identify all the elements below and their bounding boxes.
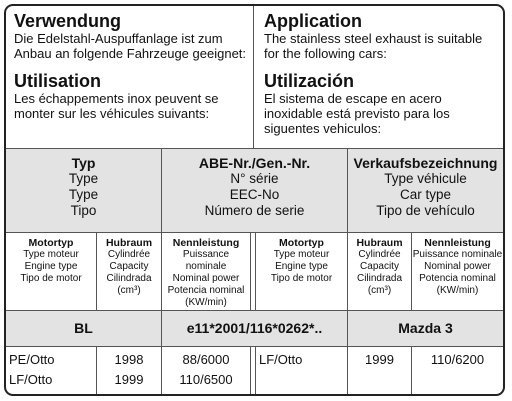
header-vk-en: Car type: [399, 187, 452, 202]
sub-nenn-en: Nominal power: [172, 273, 240, 284]
header-vk-es: Tipo de vehículo: [376, 203, 475, 218]
sub-motortyp-es: Tipo de motor: [20, 273, 82, 284]
intro-english: [264, 12, 482, 61]
sub-motortyp-fr: Type moteur: [273, 249, 330, 260]
left-row-2-ccm: 1999: [114, 372, 144, 387]
header-typ-fr: Type: [68, 171, 99, 186]
header-abe-title: ABE-Nr./Gen.-Nr.: [198, 155, 311, 171]
sub-hubraum-fr: Cylindrée: [358, 249, 401, 260]
sub-nenn-es: Potencia nominal: [167, 285, 245, 296]
sub-nenn-unit: (KW/min): [185, 297, 227, 308]
sub-hubraum-title: Hubraum: [105, 237, 153, 249]
sub-hubraum-unit: (cm³): [117, 285, 141, 296]
header-vk-title: Verkaufsbezeichnung: [353, 155, 498, 171]
intro-fr-text2: monter sur les véhicules suivants:: [14, 106, 210, 121]
sub-nenn-title: Nennleistung: [424, 237, 491, 249]
sub-hubraum-en: Capacity: [109, 261, 149, 272]
header-typ-title: Typ: [71, 155, 96, 171]
sub-hubraum-unit: (cm³): [367, 285, 392, 296]
sub-hubraum-title: Hubraum: [356, 237, 403, 249]
vehicle-name: Mazda 3: [398, 320, 453, 336]
left-row-2-power: 110/6500: [179, 372, 233, 387]
header-top-line: [6, 148, 503, 149]
header-abe-fr: N° série: [230, 171, 279, 186]
intro-french: [14, 72, 219, 121]
left-row-1-power: 88/6000: [182, 352, 230, 367]
intro-en-text2: for the following cars:: [264, 46, 387, 61]
header-vk-fr: Type véhicule: [384, 171, 467, 186]
sub-motortyp-en: Engine type: [275, 261, 328, 272]
sub-hubraum-right: [348, 237, 411, 297]
intro-es-text2: inoxidable está previsto para los: [264, 106, 450, 121]
vehicle-top-line: [6, 310, 503, 311]
intro-spanish: [264, 72, 450, 136]
intro-fr-text1: Les échappements inox peuvent se: [14, 91, 219, 106]
sub-motortyp-right: [256, 237, 347, 285]
right-row-1-power: 110/6200: [430, 352, 485, 367]
sub-motortyp-es: Tipo de motor: [270, 273, 333, 284]
right-row-1-motor: LF/Otto: [259, 352, 303, 367]
sub-nenn-es: Potencia nominal: [419, 273, 496, 284]
sub-divider-c: [250, 232, 251, 310]
label-card: [4, 4, 505, 396]
header-abe: [162, 155, 347, 219]
intro-en-text1: The stainless steel exhaust is suitable: [264, 31, 483, 46]
intro-es-text1: El sistema de escape en acero: [264, 91, 442, 106]
header-typ: [6, 155, 161, 219]
sub-hubraum-es: Cilindrada: [106, 273, 152, 284]
sub-nenn-unit: (KW/min): [436, 285, 479, 296]
sub-motortyp-title: Motortyp: [279, 237, 324, 249]
sub-hubraum-en: Capacity: [360, 261, 399, 272]
data-divider-d: [255, 346, 256, 396]
intro-german: [14, 12, 246, 61]
sub-nenn-fr: Puissance nominale: [412, 249, 503, 260]
header-typ-en: Type: [68, 187, 99, 202]
header-vk: [348, 155, 503, 219]
sub-hubraum-es: Cilindrada: [356, 273, 403, 284]
vehicle-abe-number: e11*2001/116*0262*..: [186, 320, 323, 336]
vehicle-type: BL: [74, 320, 93, 336]
intro-es-text3: siguentes vehiculos:: [264, 121, 382, 136]
header-abe-en: EEC-No: [229, 187, 280, 202]
intro-de-text2: Anbau an folgende Fahrzeuge geeignet:: [14, 46, 247, 61]
left-row-1-motor: PE/Otto: [9, 352, 55, 367]
intro-de-title: Verwendung: [14, 11, 122, 31]
sub-nenn-title: Nennleistung: [172, 237, 240, 249]
sub-motortyp-fr: Type moteur: [23, 249, 79, 260]
header-abe-es: Número de serie: [204, 203, 305, 218]
sub-nenn-right: [412, 237, 503, 297]
left-row-2-motor: LF/Otto: [9, 372, 53, 387]
sub-nenn-fr: Puissance nominale: [182, 249, 230, 272]
left-row-1-ccm: 1998: [114, 352, 144, 367]
header-typ-es: Tipo: [70, 203, 97, 218]
sub-nenn-en: Nominal power: [424, 261, 491, 272]
sub-motortyp-en: Engine type: [24, 261, 78, 272]
intro-fr-title: Utilisation: [14, 71, 102, 91]
intro-divider: [253, 6, 254, 148]
sub-hubraum-left: [97, 237, 161, 297]
data-divider-c: [250, 346, 251, 396]
sub-motortyp-left: [6, 237, 96, 285]
intro-de-text1: Die Edelstahl-Auspuffanlage ist zum: [14, 31, 223, 46]
intro-en-title: Application: [264, 11, 362, 31]
intro-es-title: Utilización: [264, 71, 355, 91]
sub-motortyp-title: Motortyp: [28, 237, 74, 249]
right-row-1-ccm: 1999: [365, 352, 394, 367]
sub-hubraum-fr: Cylindrée: [107, 249, 151, 260]
sub-nenn-left: [162, 237, 250, 309]
